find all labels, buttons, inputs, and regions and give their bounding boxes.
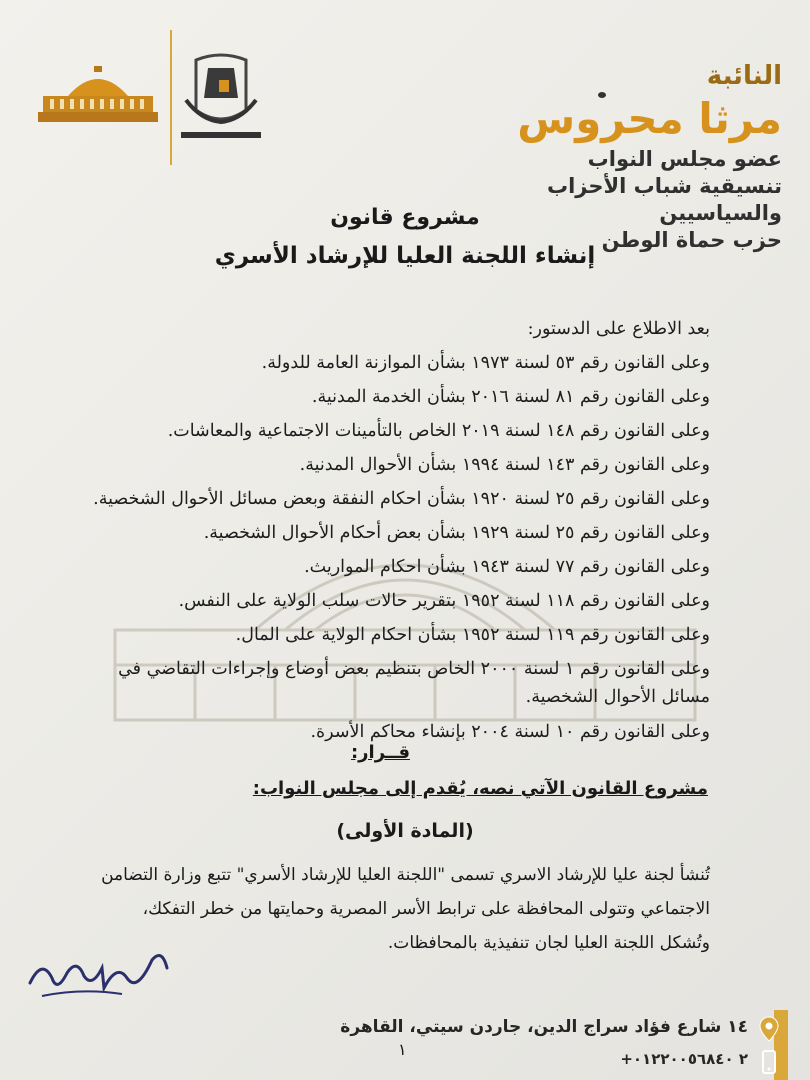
representative-name: مرثا محروس xyxy=(517,94,782,143)
preamble-line: وعلى القانون رقم ١٤٨ لسنة ٢٠١٩ الخاص بالتأمينات الاجتماعية والمعاشات. xyxy=(167,421,710,441)
preamble-line: وعلى القانون رقم ٨١ لسنة ٢٠١٦ بشأن الخدمة المدنية. xyxy=(311,387,710,407)
handwritten-signature xyxy=(22,938,172,1003)
preamble-line: وعلى القانون رقم ١٤٣ لسنة ١٩٩٤ بشأن الأحوال المدنية. xyxy=(299,455,710,475)
law-intro: مشروع القانون الآتي نصه، يُقدم إلى مجلس النواب: xyxy=(252,778,708,799)
footer-phone: +٢ ٠١٢٢٠٠٥٦٨٤٠ xyxy=(620,1050,748,1068)
representative-role: عضو مجلس النواب xyxy=(587,147,782,171)
footer-address: ١٤ شارع فؤاد سراج الدين، جاردن سيتي، القاهرة xyxy=(340,1017,748,1037)
page-number: ١ xyxy=(398,1040,407,1059)
phone-icon xyxy=(758,1048,780,1076)
preamble xyxy=(90,312,710,749)
location-pin-icon xyxy=(758,1016,780,1042)
preamble-line: بعد الاطلاع على الدستور: xyxy=(527,319,710,339)
parliament-dome-logo-icon xyxy=(38,64,158,124)
representative-organization: تنسيقية شباب الأحزاب والسياسيين xyxy=(547,174,782,225)
law-heading: مشروع قانون xyxy=(330,205,480,230)
article-text: تُنشأ لجنة عليا للإرشاد الاسري تسمى "اللجنة العليا للإرشاد الأسري" تتبع وزارة التضامن الاجتماعي وتتولى المحافظة على ترابط الأسر المصرية وحمايتها من خطر التفكك، وتُشكل اللجنة العليا لجان تنفيذية بالمحافظات. xyxy=(101,865,710,953)
preamble-line: وعلى القانون رقم ١١٨ لسنة ١٩٥٢ بتقرير حالات سلب الولاية على النفس. xyxy=(178,591,710,611)
preamble-line: وعلى القانون رقم ٥٣ لسنة ١٩٧٣ بشأن الموازنة العامة للدولة. xyxy=(261,353,710,373)
preamble-line: وعلى القانون رقم ٧٧ لسنة ١٩٤٣ بشأن احكام المواريث. xyxy=(304,557,710,577)
coordination-hands-logo-icon xyxy=(176,50,266,145)
preamble-line: وعلى القانون رقم ٢٥ لسنة ١٩٢٩ بشأن بعض أحكام الأحوال الشخصية. xyxy=(203,523,710,543)
decision-heading: قــرار: xyxy=(350,742,410,763)
preamble-line: وعلى القانون رقم ١١٩ لسنة ١٩٥٢ بشأن احكام الولاية على المال. xyxy=(235,625,710,645)
header-divider xyxy=(170,30,172,165)
article-title: (المادة الأولى) xyxy=(336,820,474,842)
preamble-line: وعلى القانون رقم ١ لسنة ٢٠٠٠ الخاص بتنظيم بعض أوضاع وإجراءات التقاضي في مسائل الأحوال الشخصية. xyxy=(118,659,710,707)
representative-party: حزب حماة الوطن xyxy=(601,228,782,252)
law-title: إنشاء اللجنة العليا للإرشاد الأسري xyxy=(214,243,596,269)
representative-title: النائبة xyxy=(706,61,782,91)
preamble-line: وعلى القانون رقم ٢٥ لسنة ١٩٢٠ بشأن احكام النفقة وبعض مسائل الأحوال الشخصية. xyxy=(93,489,710,509)
preamble-line: وعلى القانون رقم ١٠ لسنة ٢٠٠٤ بإنشاء محاكم الأسرة. xyxy=(310,722,710,742)
